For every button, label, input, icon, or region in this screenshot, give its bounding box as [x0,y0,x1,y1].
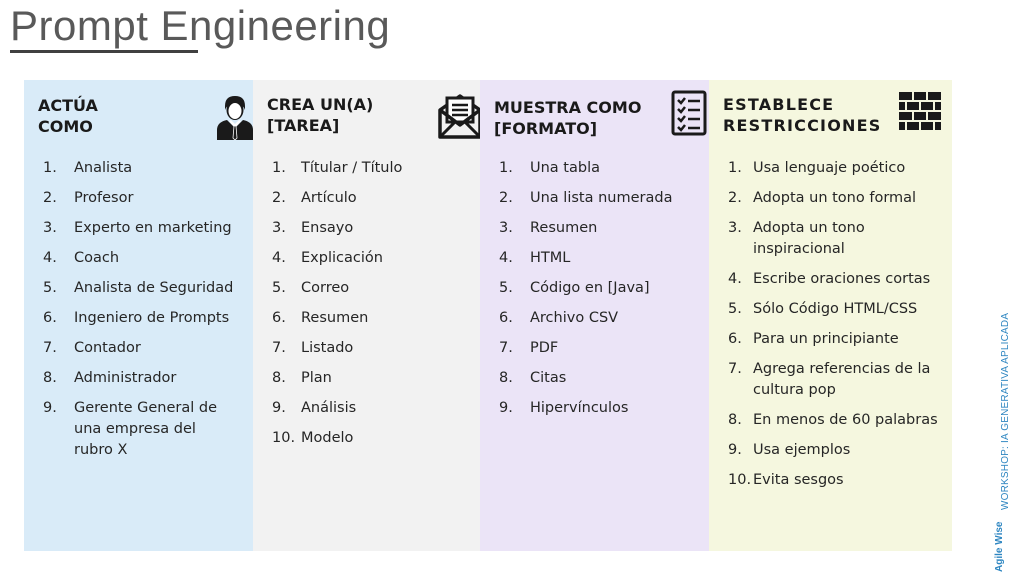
column-act-as [24,80,253,551]
list-item: 2. Profesor [43,190,134,206]
list-item: 3. Adopta un tono inspiracional [728,220,865,257]
title-underline [10,50,198,53]
item-list [723,158,938,491]
agile-wise-logo: Agile Wise [994,521,1005,572]
column-show-format [480,80,709,551]
list-item: 8. En menos de 60 palabras [728,412,938,428]
list-item: 1. Una tabla [499,160,600,176]
list-item: 9. Gerente General de una empresa del rubro X [43,400,218,458]
list-item: 5. Correo [272,280,350,296]
list-item: 6. Ingeniero de Prompts [43,310,230,326]
checklist-icon [671,90,707,140]
page-title: Prompt Engineering [10,2,391,49]
list-item: 9. Usa ejemplos [728,442,851,458]
column-create-task [253,80,480,551]
column-title: ACTÚA COMO [38,96,98,136]
column-header [267,92,466,154]
list-item: 7. Contador [43,340,141,356]
list-item: 3. Ensayo [272,220,354,236]
brick-wall-icon [899,92,941,134]
list-item: 8. Citas [499,370,567,386]
list-item: 6. Archivo CSV [499,310,619,326]
list-item: 4. Explicación [272,250,383,266]
column-header [723,92,938,154]
list-item: 6. Para un principiante [728,331,899,347]
envelope-letter-icon [437,90,483,144]
column-header [494,92,695,154]
list-item: 3. Experto en marketing [43,220,232,236]
list-item: 2. Adopta un tono formal [728,190,917,206]
list-item: 1. Usa lenguaje poético [728,160,906,176]
list-item: 4. Coach [43,250,120,266]
list-item: 9. Hipervínculos [499,400,629,416]
list-item: 2. Artículo [272,190,357,206]
columns-container [24,80,952,551]
list-item: 1. Títular / Título [272,160,403,176]
list-item: 4. HTML [499,250,571,266]
list-item: 5. Analista de Seguridad [43,280,234,296]
list-item: 8. Administrador [43,370,177,386]
list-item: 3. Resumen [499,220,598,236]
list-item: 10. Modelo [272,430,354,446]
list-item: 5. Código en [Java] [499,280,650,296]
list-item: 9. Análisis [272,400,357,416]
item-list [38,158,239,461]
column-title: ESTABLECE RESTRICCIONES [723,95,882,135]
list-item: 5. Sólo Código HTML/CSS [728,301,918,317]
list-item: 7. Listado [272,340,354,356]
list-item: 7. PDF [499,340,559,356]
businessman-icon [215,94,255,144]
item-list [267,158,466,449]
list-item: 2. Una lista numerada [499,190,673,206]
list-item: 1. Analista [43,160,133,176]
column-header [38,92,239,154]
list-item: 6. Resumen [272,310,369,326]
column-title: MUESTRA COMO [FORMATO] [494,98,642,138]
column-restrictions [709,80,952,551]
list-item: 4. Escribe oraciones cortas [728,271,931,287]
item-list [494,158,695,419]
workshop-side-label: WORKSHOP: IA GENERATIVA APLICADA [1000,312,1011,510]
column-title: CREA UN(A) [TAREA] [267,95,374,135]
list-item: 8. Plan [272,370,332,386]
list-item: 7. Agrega referencias de la cultura pop [728,361,931,398]
list-item: 10. Evita sesgos [728,472,844,488]
